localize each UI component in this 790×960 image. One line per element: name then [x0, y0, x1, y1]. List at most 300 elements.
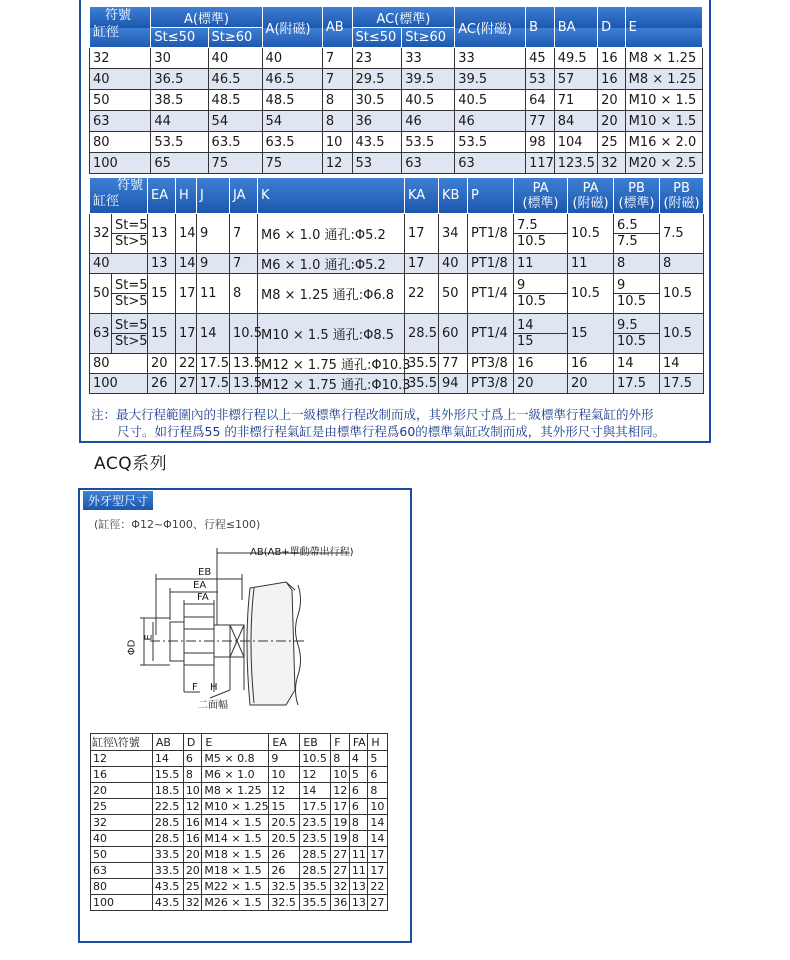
table-cell: M12 × 1.75 通孔:Φ10.3: [258, 374, 405, 394]
acq-dimension-drawing: [120, 540, 380, 715]
pb-b: 10.5: [614, 333, 659, 349]
header-ac-magnetic: AC(附磁): [455, 7, 526, 48]
table-cell: 44: [151, 111, 208, 132]
acq-cell: 20: [91, 783, 153, 799]
acq-cell: 32.5: [269, 895, 300, 911]
label-e: E: [143, 634, 155, 641]
table-cell: 30: [151, 48, 208, 69]
acq-cell: 13: [349, 879, 368, 895]
table-cell: 36.5: [151, 69, 208, 90]
acq-header-cell: EB: [300, 734, 331, 751]
acq-subtitle: (缸徑：Φ12~Φ100、行程≤100): [94, 518, 261, 531]
table-cell: PT3/8: [468, 374, 514, 394]
header-ac-ge60: St≥60: [402, 28, 455, 48]
acq-cell: 8: [183, 767, 202, 783]
acq-cell: 33.5: [152, 847, 183, 863]
dimension-table-b: [89, 177, 704, 394]
table-cell: 48.5: [262, 90, 322, 111]
table-cell: 38.5: [151, 90, 208, 111]
acq-cell: 12: [331, 783, 350, 799]
acq-header-cell: H: [368, 734, 388, 751]
table-cell: 10.5: [230, 314, 258, 354]
table-cell: 80: [90, 354, 148, 374]
table-cell: 10: [322, 132, 352, 153]
pa-standard-split: [514, 314, 568, 354]
pb-standard-split: [614, 274, 660, 314]
table-cell: 123.5: [554, 153, 597, 174]
table-row: [90, 214, 704, 254]
acq-cell: M6 × 1.0: [202, 767, 269, 783]
acq-row: [91, 879, 388, 895]
acq-cell: M18 × 1.5: [202, 847, 269, 863]
acq-cell: 33.5: [152, 863, 183, 879]
table-cell: 40.5: [455, 90, 526, 111]
table-cell: M6 × 1.0 通孔:Φ5.2: [258, 214, 405, 254]
table-cell: M10 × 1.5: [625, 90, 702, 111]
table-cell: 17.5: [197, 374, 230, 394]
table-cell: 10.5: [568, 214, 614, 254]
table-cell: 7: [230, 214, 258, 254]
table-cell: M12 × 1.75 通孔:Φ10.3: [258, 354, 405, 374]
acq-cell: 17: [331, 799, 350, 815]
acq-cell: 10.5: [300, 751, 331, 767]
acq-panel: [78, 488, 412, 943]
pa-standard-split: [514, 274, 568, 314]
table-cell: M8 × 1.25: [625, 69, 702, 90]
table-cell: 23: [352, 48, 402, 69]
table-cell: 16: [598, 69, 626, 90]
table-cell: 57: [554, 69, 597, 90]
acq-header-cell: F: [331, 734, 350, 751]
table-cell: 46: [455, 111, 526, 132]
table-row: [90, 254, 704, 274]
acq-cell: M18 × 1.5: [202, 863, 269, 879]
acq-cell: 6: [183, 751, 202, 767]
table-cell: 75: [208, 153, 262, 174]
table-row: [90, 111, 703, 132]
table-cell: PT1/8: [468, 254, 514, 274]
acq-cell: 25: [183, 879, 202, 895]
table-cell: 50: [90, 90, 151, 111]
header-ab: AB: [322, 7, 352, 48]
acq-cell: 22: [368, 879, 388, 895]
acq-cell: 16: [91, 767, 153, 783]
header-ea: EA: [148, 178, 176, 214]
table-cell: 53: [526, 69, 555, 90]
acq-cell: 6: [349, 783, 368, 799]
table-cell: PT3/8: [468, 354, 514, 374]
table-cell: 53.5: [402, 132, 455, 153]
table-cell: 65: [151, 153, 208, 174]
table-cell: 8: [660, 254, 704, 274]
table-cell: 7: [322, 48, 352, 69]
acq-cell: 28.5: [300, 847, 331, 863]
table-cell: 7: [230, 254, 258, 274]
table-cell: 17.5: [660, 374, 704, 394]
acq-row: [91, 799, 388, 815]
table-cell: 63.5: [208, 132, 262, 153]
acq-cell: 35.5: [300, 895, 331, 911]
acq-cell: M26 × 1.5: [202, 895, 269, 911]
table-cell: 98: [526, 132, 555, 153]
acq-header-cell: EA: [269, 734, 300, 751]
label-eb: EB: [198, 567, 212, 578]
pa-a: 7.5: [517, 218, 538, 233]
table-cell: 39.5: [402, 69, 455, 90]
table-cell: 32: [598, 153, 626, 174]
header-pa-standard: PA (標準): [514, 178, 568, 214]
acq-row: [91, 847, 388, 863]
header-b: B: [526, 7, 555, 48]
table-cell: 22: [176, 354, 197, 374]
acq-cell: 11: [349, 863, 368, 879]
acq-header-cell: E: [202, 734, 269, 751]
table-cell: 40.5: [402, 90, 455, 111]
acq-cell: 5: [368, 751, 388, 767]
acq-cell: 28.5: [300, 863, 331, 879]
table-cell: 20: [598, 111, 626, 132]
header-kb: KB: [439, 178, 468, 214]
table-cell: 10.5: [568, 274, 614, 314]
acq-cell: 27: [368, 895, 388, 911]
header-ba: BA: [554, 7, 597, 48]
header-pb-standard: PB (標準): [614, 178, 660, 214]
acq-table: [90, 733, 388, 911]
table-cell: 48.5: [208, 90, 262, 111]
acq-cell: 8: [331, 751, 350, 767]
acq-cell: 4: [349, 751, 368, 767]
header-p: P: [468, 178, 514, 214]
acq-cell: 80: [91, 879, 153, 895]
pb-b: 10.5: [614, 293, 659, 309]
table-cell: M20 × 2.5: [625, 153, 702, 174]
table-cell: 17: [405, 214, 439, 254]
table-cell: 14: [614, 354, 660, 374]
table-cell: 27: [176, 374, 197, 394]
table-cell: 54: [262, 111, 322, 132]
table-row: [90, 153, 703, 174]
table-cell: 64: [526, 90, 555, 111]
acq-badge: 外牙型尺寸: [83, 491, 153, 510]
acq-cell: 20.5: [269, 815, 300, 831]
acq-cell: 40: [91, 831, 153, 847]
pa-a: 9: [517, 278, 526, 293]
table-cell: 13: [148, 254, 176, 274]
acq-cell: 35.5: [300, 879, 331, 895]
table-cell: 53: [352, 153, 402, 174]
acq-cell: 23.5: [300, 815, 331, 831]
table-cell: 63: [90, 111, 151, 132]
table-cell: 15: [148, 274, 176, 314]
table-cell: 17.5: [197, 354, 230, 374]
stroke-a: St=5: [115, 318, 148, 333]
label-f: F: [192, 682, 198, 693]
acq-cell: 22.5: [152, 799, 183, 815]
table-cell: 53.5: [455, 132, 526, 153]
table-row: [90, 314, 704, 354]
header-k: K: [258, 178, 405, 214]
pb-a: 9: [617, 278, 626, 293]
bore-cell: 63: [90, 314, 112, 354]
corner-cell: 符號 缸徑: [90, 7, 151, 48]
acq-cell: 10: [331, 767, 350, 783]
pb-a: 9.5: [617, 318, 638, 333]
table-cell: 22: [405, 274, 439, 314]
table-cell: 46: [402, 111, 455, 132]
footnote: 注：最大行程範圍內的非標行程以上一級標準行程改制而成，其外形尺寸爲上一級標準行程氣缸的外形 尺寸。如行程爲55 的非標行程氣缸是由標準行程爲60的標準氣缸改制而成，其外形尺寸與其相同。: [91, 407, 666, 439]
label-fa: FA: [197, 592, 209, 603]
acq-cell: 12: [269, 783, 300, 799]
table-row: [90, 48, 703, 69]
acq-header-row: [91, 734, 388, 751]
table-cell: 9: [197, 254, 230, 274]
acq-cell: 63: [91, 863, 153, 879]
table-cell: 39.5: [455, 69, 526, 90]
table-cell: 100: [90, 153, 151, 174]
acq-cell: 5: [349, 767, 368, 783]
acq-cell: 20: [183, 863, 202, 879]
acq-cell: 15: [269, 799, 300, 815]
table-cell: 20: [514, 374, 568, 394]
acq-cell: 25: [91, 799, 153, 815]
table-row: [90, 69, 703, 90]
acq-cell: 23.5: [300, 831, 331, 847]
stroke-split-cell: [112, 274, 148, 314]
table-cell: 53.5: [151, 132, 208, 153]
table-cell: 45: [526, 48, 555, 69]
acq-cell: M14 × 1.5: [202, 815, 269, 831]
acq-cell: 10: [269, 767, 300, 783]
table-cell: 100: [90, 374, 148, 394]
table-cell: 10.5: [660, 314, 704, 354]
acq-row: [91, 783, 388, 799]
acq-cell: 43.5: [152, 879, 183, 895]
table-cell: 17.5: [614, 374, 660, 394]
table-cell: 25: [598, 132, 626, 153]
table-cell: 77: [439, 354, 468, 374]
acq-cell: 17.5: [300, 799, 331, 815]
acq-cell: 32: [331, 879, 350, 895]
table-cell: 34: [439, 214, 468, 254]
acq-header-cell: FA: [349, 734, 368, 751]
acq-cell: 36: [331, 895, 350, 911]
header-ja: JA: [230, 178, 258, 214]
acq-cell: 32.5: [269, 879, 300, 895]
acq-row: [91, 895, 388, 911]
table-cell: 117: [526, 153, 555, 174]
table-row: [90, 132, 703, 153]
section-title: ACQ系列: [94, 454, 168, 474]
acq-cell: 19: [331, 831, 350, 847]
table-cell: 8: [322, 111, 352, 132]
table-cell: 71: [554, 90, 597, 111]
table-cell: 17: [176, 274, 197, 314]
table-cell: 20: [598, 90, 626, 111]
dimension-table-a: [89, 6, 703, 174]
stroke-b: St>5: [112, 233, 147, 249]
dimension-panel: [79, 0, 711, 443]
table-cell: 8: [230, 274, 258, 314]
acq-cell: 19: [331, 815, 350, 831]
acq-row: [91, 863, 388, 879]
table-cell: 13.5: [230, 354, 258, 374]
acq-row: [91, 815, 388, 831]
table-cell: 26: [148, 374, 176, 394]
table-cell: 8: [614, 254, 660, 274]
acq-cell: 27: [331, 863, 350, 879]
pa-standard-split: [514, 214, 568, 254]
table-cell: 80: [90, 132, 151, 153]
table-cell: 29.5: [352, 69, 402, 90]
table-cell: 35.5: [405, 354, 439, 374]
table-cell: 14: [660, 354, 704, 374]
acq-cell: 14: [152, 751, 183, 767]
stroke-b: St>5: [112, 293, 147, 309]
table-cell: 36: [352, 111, 402, 132]
table-cell: 15: [148, 314, 176, 354]
bore-cell: 32: [90, 214, 112, 254]
acq-cell: 8: [349, 831, 368, 847]
acq-header-cell: D: [183, 734, 202, 751]
acq-cell: 32: [91, 815, 153, 831]
pa-b: 15: [514, 333, 567, 349]
table-cell: 63: [455, 153, 526, 174]
pb-a: 6.5: [617, 218, 638, 233]
table-cell: 77: [526, 111, 555, 132]
table-cell: 104: [554, 132, 597, 153]
label-two-faces: 二面幅: [198, 700, 228, 711]
table-cell: 16: [514, 354, 568, 374]
table-cell: 8: [322, 90, 352, 111]
pa-a: 14: [517, 318, 534, 333]
bore-cell: 50: [90, 274, 112, 314]
label-ab: AB(AB+單動帶出行程): [250, 547, 354, 558]
acq-cell: 14: [368, 831, 388, 847]
table-cell: PT1/4: [468, 274, 514, 314]
table-cell: 84: [554, 111, 597, 132]
acq-cell: M5 × 0.8: [202, 751, 269, 767]
stroke-a: St=5: [115, 278, 148, 293]
acq-cell: 10: [368, 799, 388, 815]
acq-row: [91, 831, 388, 847]
table-cell: PT1/4: [468, 314, 514, 354]
table-cell: 28.5: [405, 314, 439, 354]
table-cell: 11: [197, 274, 230, 314]
stroke-b: St>5: [112, 333, 147, 349]
pb-standard-split: [614, 214, 660, 254]
table-cell: 54: [208, 111, 262, 132]
table-cell: 16: [568, 354, 614, 374]
acq-cell: 16: [183, 831, 202, 847]
acq-cell: 6: [349, 799, 368, 815]
table-cell: 16: [598, 48, 626, 69]
table-cell: 60: [439, 314, 468, 354]
table-cell: 40: [439, 254, 468, 274]
label-h: H: [210, 682, 218, 693]
acq-cell: 12: [91, 751, 153, 767]
table-cell: 33: [402, 48, 455, 69]
header-ka: KA: [405, 178, 439, 214]
table-cell: 40: [90, 254, 148, 274]
table-cell: M10 × 1.5: [625, 111, 702, 132]
acq-cell: 8: [368, 783, 388, 799]
acq-cell: 14: [368, 815, 388, 831]
table-cell: 12: [322, 153, 352, 174]
pb-standard-split: [614, 314, 660, 354]
table-cell: M8 × 1.25 通孔:Φ6.8: [258, 274, 405, 314]
acq-cell: M10 × 1.25: [202, 799, 269, 815]
table-cell: 20: [568, 374, 614, 394]
acq-cell: 20: [183, 847, 202, 863]
acq-cell: 13: [349, 895, 368, 911]
table-cell: 30.5: [352, 90, 402, 111]
pa-b: 10.5: [514, 293, 567, 309]
header-j: J: [197, 178, 230, 214]
table-row: [90, 354, 704, 374]
table-cell: 35.5: [405, 374, 439, 394]
pa-b: 10.5: [514, 233, 567, 249]
table-cell: 94: [439, 374, 468, 394]
acq-cell: 15.5: [152, 767, 183, 783]
table-cell: 11: [568, 254, 614, 274]
header-pa-magnetic: PA (附磁): [568, 178, 614, 214]
acq-cell: M14 × 1.5: [202, 831, 269, 847]
table-row: [90, 274, 704, 314]
label-phi-d: ΦD: [126, 639, 138, 656]
acq-row: [91, 767, 388, 783]
acq-cell: 20.5: [269, 831, 300, 847]
table-cell: 9: [197, 214, 230, 254]
table-cell: 14: [197, 314, 230, 354]
acq-cell: 28.5: [152, 831, 183, 847]
pb-b: 7.5: [614, 233, 659, 249]
acq-cell: 26: [269, 863, 300, 879]
acq-cell: 6: [368, 767, 388, 783]
acq-cell: 26: [269, 847, 300, 863]
stroke-split-cell: [112, 214, 148, 254]
table-cell: 17: [176, 314, 197, 354]
table-cell: 49.5: [554, 48, 597, 69]
acq-cell: M8 × 1.25: [202, 783, 269, 799]
table-cell: M10 × 1.5 通孔:Φ8.5: [258, 314, 405, 354]
table-cell: 75: [262, 153, 322, 174]
acq-cell: 28.5: [152, 815, 183, 831]
table-cell: 15: [568, 314, 614, 354]
acq-cell: 17: [368, 847, 388, 863]
table-cell: 63: [402, 153, 455, 174]
acq-cell: 11: [349, 847, 368, 863]
table-cell: 13: [148, 214, 176, 254]
acq-cell: 12: [300, 767, 331, 783]
table-cell: 20: [148, 354, 176, 374]
table-row: [90, 90, 703, 111]
acq-cell: 50: [91, 847, 153, 863]
table-cell: 10.5: [660, 274, 704, 314]
table-cell: 50: [439, 274, 468, 314]
header-e: E: [625, 7, 702, 48]
acq-cell: 12: [183, 799, 202, 815]
table-cell: 14: [176, 214, 197, 254]
header-h: H: [176, 178, 197, 214]
acq-cell: M22 × 1.5: [202, 879, 269, 895]
table-row: [90, 374, 704, 394]
acq-cell: 100: [91, 895, 153, 911]
header-ac-standard: AC(標準): [352, 7, 455, 28]
table-cell: 46.5: [262, 69, 322, 90]
corner-cell-b: 符號 缸徑: [90, 178, 148, 214]
table-cell: M6 × 1.0 通孔:Φ5.2: [258, 254, 405, 274]
table-cell: 32: [90, 48, 151, 69]
